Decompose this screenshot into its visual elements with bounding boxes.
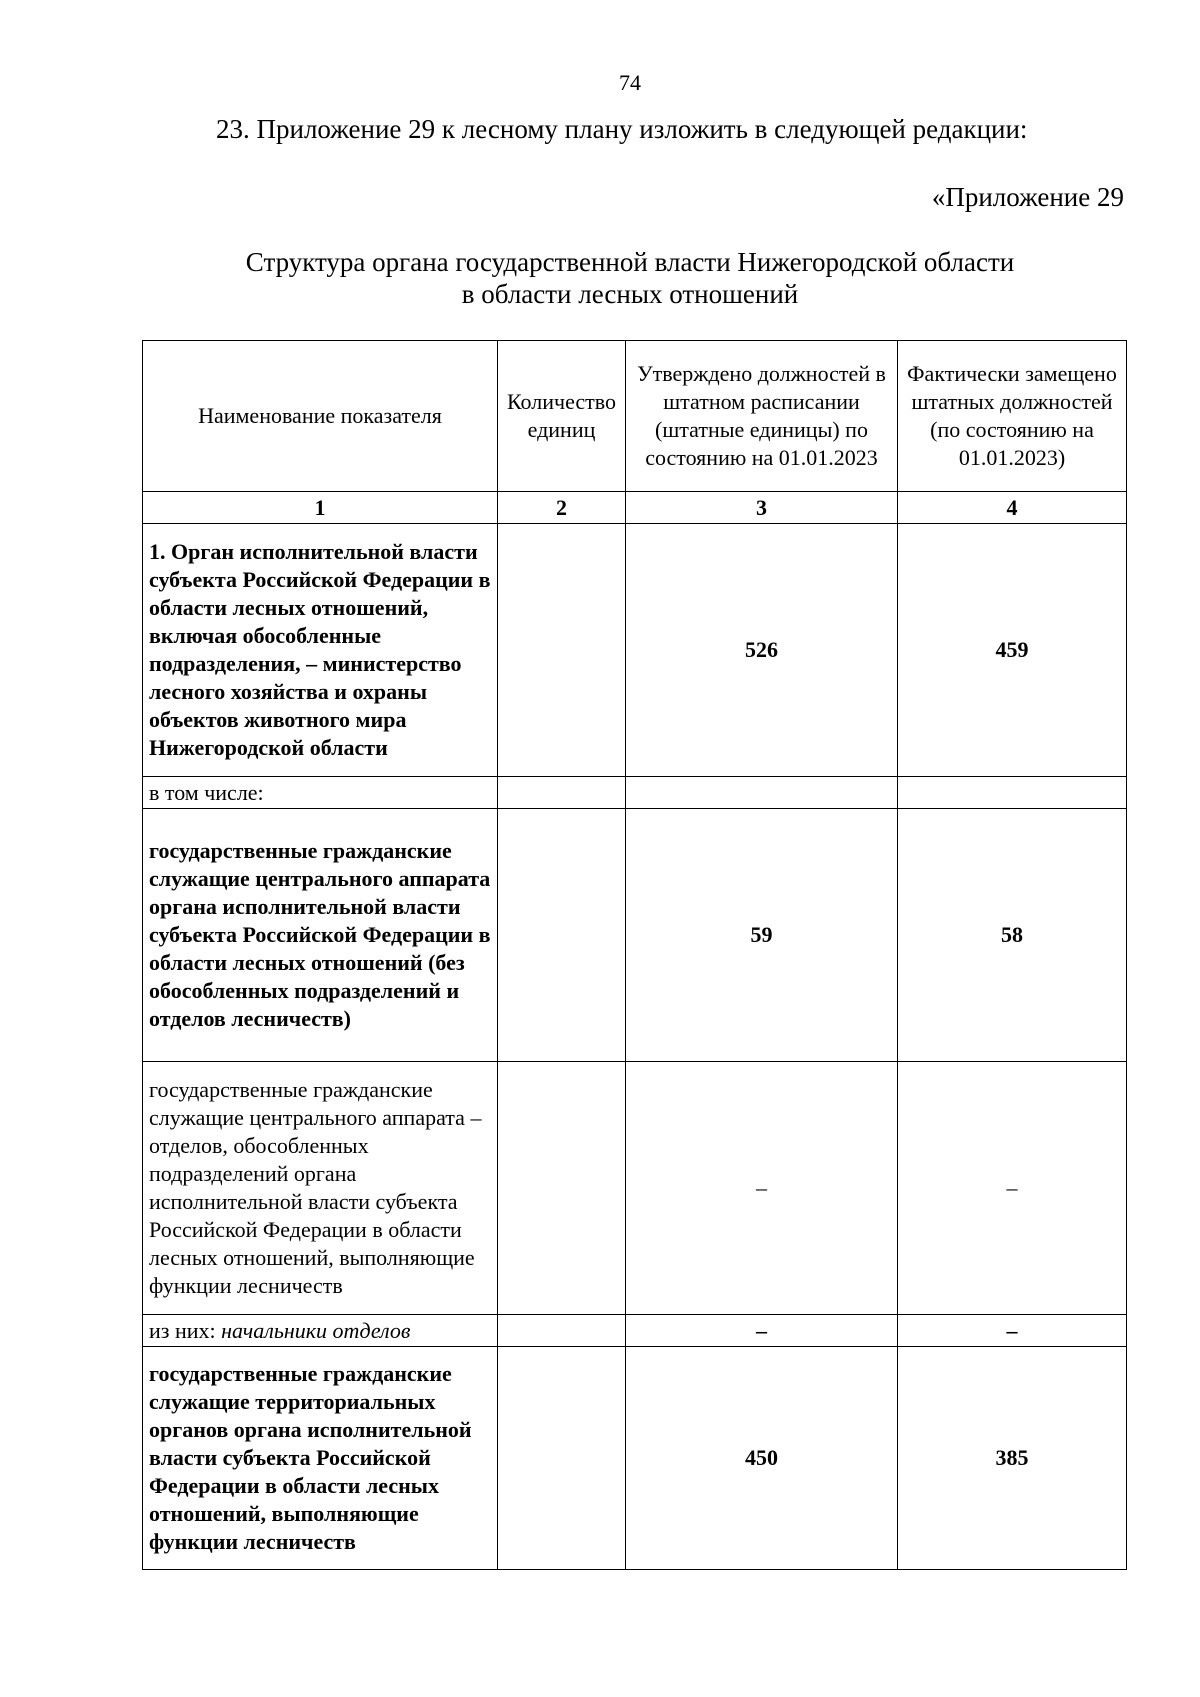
column-number: 1 (143, 492, 498, 524)
column-number: 4 (898, 492, 1127, 524)
row-actual (898, 777, 1127, 809)
table-row (143, 1062, 1127, 1315)
page-number: 74 (619, 70, 641, 95)
row-actual: – (898, 1315, 1127, 1347)
column-number-row (143, 492, 1127, 524)
row-name-including: в том числе: (143, 777, 498, 809)
table-row (143, 809, 1127, 1062)
title-line-2: в области лесных отношений (461, 279, 799, 309)
row-approved: 450 (626, 1347, 898, 1570)
row-units (498, 524, 626, 777)
row-approved: – (626, 1315, 898, 1347)
row-units (498, 1062, 626, 1315)
row-units (498, 809, 626, 1062)
row-units (498, 777, 626, 809)
title-line-1: Структура органа государственной власти Нижегородской области (245, 247, 1015, 277)
row-approved: 59 (626, 809, 898, 1062)
header-indicator-name: Наименование показателя (143, 341, 498, 492)
header-approved-positions: Утверждено должностей в штатном расписании (штатные единицы) по состоянию на 01.01.2023 (626, 341, 898, 492)
column-number: 3 (626, 492, 898, 524)
row-name-department-heads (143, 1315, 498, 1347)
header-unit-count: Количество единиц (498, 341, 626, 492)
row-units (498, 1347, 626, 1570)
appendix-label: «Приложение 29 (931, 182, 1124, 212)
row-approved (626, 777, 898, 809)
row-name-territorial-bodies: государственные гражданские служащие территориальных органов органа исполнительной власти субъекта Российской Федерации в области лесных отношений, выполняющие функции лесничеств (143, 1347, 498, 1570)
row-approved: – (626, 1062, 898, 1315)
row-name-italic: начальники отделов (221, 1317, 411, 1343)
row-actual: 385 (898, 1347, 1127, 1570)
row-name-prefix: из них: (149, 1317, 222, 1343)
row-name-departments: государственные гражданские служащие центрального аппарата – отделов, обособленных подразделений органа исполнительной власти субъекта Российской Федерации в области лесных отношений, выполняющие функции лесничеств (143, 1062, 498, 1315)
row-units (498, 1315, 626, 1347)
row-approved: 526 (626, 524, 898, 777)
document-title (0, 246, 1200, 310)
table-row (143, 1315, 1127, 1347)
column-number: 2 (498, 492, 626, 524)
header-filled-positions: Фактически замещено штатных должностей (по состоянию на 01.01.2023) (898, 341, 1127, 492)
structure-table (142, 340, 1127, 1570)
row-actual: – (898, 1062, 1127, 1315)
table-row (143, 524, 1127, 777)
table-row (143, 777, 1127, 809)
row-name-central-apparatus: государственные гражданские служащие центрального аппарата органа исполнительной власти субъекта Российской Федерации в области лесных отношений (без обособленных подразделений и отделов лесничеств) (143, 809, 498, 1062)
table-row (143, 1347, 1127, 1570)
table-header-row (143, 341, 1127, 492)
row-name-ministry: 1. Орган исполнительной власти субъекта Российской Федерации в области лесных отношений, включая обособленные подразделения, – министерство лесного хозяйства и охраны объектов животного мира Нижегородской области (143, 524, 498, 777)
row-actual: 459 (898, 524, 1127, 777)
amendment-intro: 23. Приложение 29 к лесному плану изложить в следующей редакции: (216, 114, 1028, 144)
row-actual: 58 (898, 809, 1127, 1062)
